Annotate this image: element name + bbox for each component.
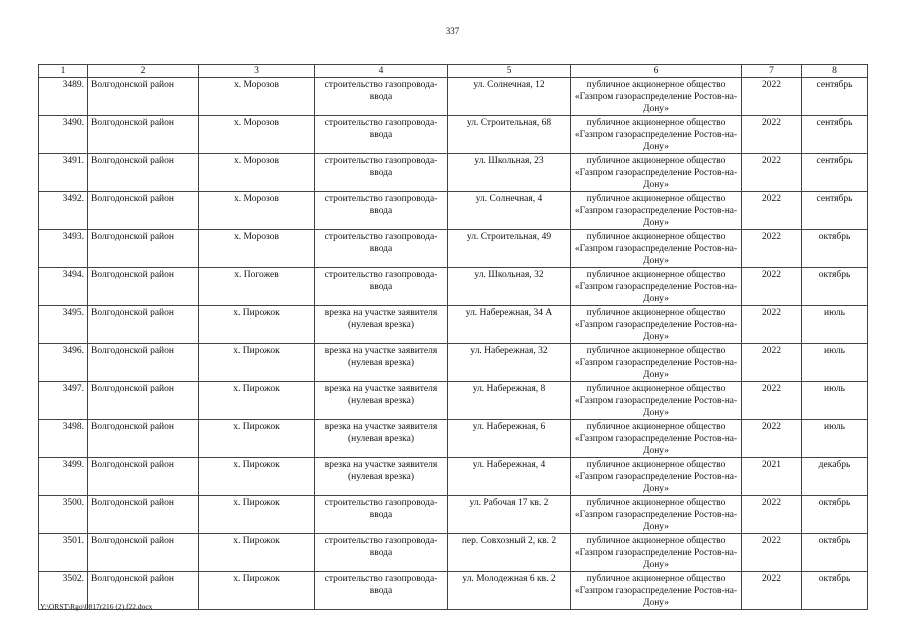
month-cell: июль [802, 344, 868, 382]
work-type-cell: врезка на участке заявителя (нулевая врезка) [315, 458, 448, 496]
table-row [39, 458, 868, 496]
settlement-cell: х. Погожев [199, 268, 315, 306]
column-header: 8 [802, 65, 868, 78]
column-number-row [39, 65, 868, 78]
work-type-cell: строительство газопровода-ввода [315, 534, 448, 572]
month-cell: октябрь [802, 268, 868, 306]
table-row [39, 116, 868, 154]
settlement-cell: х. Пирожок [199, 572, 315, 610]
column-header: 5 [448, 65, 571, 78]
table-row [39, 230, 868, 268]
organization-cell: публичное акционерное общество «Газпром газораспределение Ростов-на-Дону» [571, 268, 742, 306]
district-cell: Волгодонской район [88, 496, 199, 534]
settlement-cell: х. Морозов [199, 192, 315, 230]
district-cell: Волгодонской район [88, 154, 199, 192]
month-cell: декабрь [802, 458, 868, 496]
work-type-cell: строительство газопровода-ввода [315, 268, 448, 306]
table-row [39, 496, 868, 534]
year-cell: 2022 [742, 154, 802, 192]
year-cell: 2022 [742, 192, 802, 230]
district-cell: Волгодонской район [88, 458, 199, 496]
month-cell: сентябрь [802, 116, 868, 154]
district-cell: Волгодонской район [88, 382, 199, 420]
address-cell: ул. Набережная, 32 [448, 344, 571, 382]
table-row [39, 572, 868, 610]
row-number: 3491. [39, 154, 88, 192]
work-type-cell: строительство газопровода-ввода [315, 192, 448, 230]
month-cell: сентябрь [802, 154, 868, 192]
row-number: 3494. [39, 268, 88, 306]
organization-cell: публичное акционерное общество «Газпром газораспределение Ростов-на-Дону» [571, 154, 742, 192]
row-number: 3497. [39, 382, 88, 420]
settlement-cell: х. Пирожок [199, 496, 315, 534]
address-cell: ул. Школьная, 23 [448, 154, 571, 192]
work-type-cell: врезка на участке заявителя (нулевая врезка) [315, 420, 448, 458]
district-cell: Волгодонской район [88, 534, 199, 572]
settlement-cell: х. Пирожок [199, 458, 315, 496]
district-cell: Волгодонской район [88, 306, 199, 344]
district-cell: Волгодонской район [88, 230, 199, 268]
organization-cell: публичное акционерное общество «Газпром газораспределение Ростов-на-Дону» [571, 306, 742, 344]
work-type-cell: строительство газопровода-ввода [315, 496, 448, 534]
row-number: 3502. [39, 572, 88, 610]
organization-cell: публичное акционерное общество «Газпром газораспределение Ростов-на-Дону» [571, 420, 742, 458]
address-cell: ул. Молодежная 6 кв. 2 [448, 572, 571, 610]
work-type-cell: строительство газопровода-ввода [315, 78, 448, 116]
row-number: 3499. [39, 458, 88, 496]
district-cell: Волгодонской район [88, 420, 199, 458]
row-number: 3500. [39, 496, 88, 534]
district-cell: Волгодонской район [88, 192, 199, 230]
settlement-cell: х. Пирожок [199, 534, 315, 572]
table-row [39, 268, 868, 306]
table-row [39, 78, 868, 116]
table-row [39, 382, 868, 420]
table-row [39, 192, 868, 230]
address-cell: ул. Набережная, 6 [448, 420, 571, 458]
year-cell: 2022 [742, 78, 802, 116]
organization-cell: публичное акционерное общество «Газпром газораспределение Ростов-на-Дону» [571, 496, 742, 534]
organization-cell: публичное акционерное общество «Газпром газораспределение Ростов-на-Дону» [571, 458, 742, 496]
district-cell: Волгодонской район [88, 116, 199, 154]
settlement-cell: х. Пирожок [199, 306, 315, 344]
year-cell: 2022 [742, 496, 802, 534]
table-row [39, 534, 868, 572]
column-header: 4 [315, 65, 448, 78]
work-type-cell: строительство газопровода-ввода [315, 230, 448, 268]
work-type-cell: строительство газопровода-ввода [315, 116, 448, 154]
column-header: 7 [742, 65, 802, 78]
column-header: 1 [39, 65, 88, 78]
organization-cell: публичное акционерное общество «Газпром газораспределение Ростов-на-Дону» [571, 230, 742, 268]
column-header: 2 [88, 65, 199, 78]
row-number: 3498. [39, 420, 88, 458]
row-number: 3495. [39, 306, 88, 344]
month-cell: сентябрь [802, 192, 868, 230]
district-cell: Волгодонской район [88, 78, 199, 116]
organization-cell: публичное акционерное общество «Газпром газораспределение Ростов-на-Дону» [571, 572, 742, 610]
year-cell: 2022 [742, 382, 802, 420]
column-header: 3 [199, 65, 315, 78]
year-cell: 2022 [742, 572, 802, 610]
year-cell: 2021 [742, 458, 802, 496]
month-cell: октябрь [802, 230, 868, 268]
month-cell: октябрь [802, 572, 868, 610]
address-cell: ул. Солнечная, 12 [448, 78, 571, 116]
address-cell: ул. Рабочая 17 кв. 2 [448, 496, 571, 534]
month-cell: июль [802, 306, 868, 344]
settlement-cell: х. Морозов [199, 230, 315, 268]
settlement-cell: х. Морозов [199, 116, 315, 154]
organization-cell: публичное акционерное общество «Газпром газораспределение Ростов-на-Дону» [571, 192, 742, 230]
address-cell: ул. Набережная, 8 [448, 382, 571, 420]
table-row [39, 344, 868, 382]
work-type-cell: врезка на участке заявителя (нулевая врезка) [315, 306, 448, 344]
year-cell: 2022 [742, 344, 802, 382]
district-cell: Волгодонской район [88, 268, 199, 306]
year-cell: 2022 [742, 268, 802, 306]
row-number: 3489. [39, 78, 88, 116]
address-cell: ул. Школьная, 32 [448, 268, 571, 306]
work-type-cell: врезка на участке заявителя (нулевая врезка) [315, 344, 448, 382]
year-cell: 2022 [742, 306, 802, 344]
year-cell: 2022 [742, 534, 802, 572]
address-cell: ул. Строительная, 49 [448, 230, 571, 268]
work-type-cell: строительство газопровода-ввода [315, 154, 448, 192]
row-number: 3496. [39, 344, 88, 382]
table-row [39, 420, 868, 458]
month-cell: октябрь [802, 534, 868, 572]
address-cell: ул. Строительная, 68 [448, 116, 571, 154]
district-cell: Волгодонской район [88, 344, 199, 382]
address-cell: ул. Солнечная, 4 [448, 192, 571, 230]
row-number: 3492. [39, 192, 88, 230]
page-number: 337 [445, 26, 460, 36]
organization-cell: публичное акционерное общество «Газпром газораспределение Ростов-на-Дону» [571, 78, 742, 116]
column-header: 6 [571, 65, 742, 78]
address-cell: ул. Набережная, 34 А [448, 306, 571, 344]
table-row [39, 306, 868, 344]
organization-cell: публичное акционерное общество «Газпром газораспределение Ростов-на-Дону» [571, 116, 742, 154]
year-cell: 2022 [742, 116, 802, 154]
organization-cell: публичное акционерное общество «Газпром газораспределение Ростов-на-Дону» [571, 344, 742, 382]
settlement-cell: х. Пирожок [199, 382, 315, 420]
row-number: 3490. [39, 116, 88, 154]
settlement-cell: х. Пирожок [199, 420, 315, 458]
month-cell: сентябрь [802, 78, 868, 116]
district-cell: Волгодонской район [88, 572, 199, 610]
footer-file-path: Y:\ORST\Rgo\0817r216 (2).f22.docx [40, 602, 153, 611]
settlement-cell: х. Пирожок [199, 344, 315, 382]
settlement-cell: х. Морозов [199, 154, 315, 192]
row-number: 3501. [39, 534, 88, 572]
year-cell: 2022 [742, 420, 802, 458]
schedule-table [38, 64, 868, 610]
year-cell: 2022 [742, 230, 802, 268]
address-cell: пер. Совхозный 2, кв. 2 [448, 534, 571, 572]
address-cell: ул. Набережная, 4 [448, 458, 571, 496]
row-number: 3493. [39, 230, 88, 268]
month-cell: июль [802, 382, 868, 420]
table-row [39, 154, 868, 192]
month-cell: октябрь [802, 496, 868, 534]
settlement-cell: х. Морозов [199, 78, 315, 116]
work-type-cell: врезка на участке заявителя (нулевая врезка) [315, 382, 448, 420]
work-type-cell: строительство газопровода-ввода [315, 572, 448, 610]
organization-cell: публичное акционерное общество «Газпром газораспределение Ростов-на-Дону» [571, 534, 742, 572]
organization-cell: публичное акционерное общество «Газпром газораспределение Ростов-на-Дону» [571, 382, 742, 420]
month-cell: июль [802, 420, 868, 458]
